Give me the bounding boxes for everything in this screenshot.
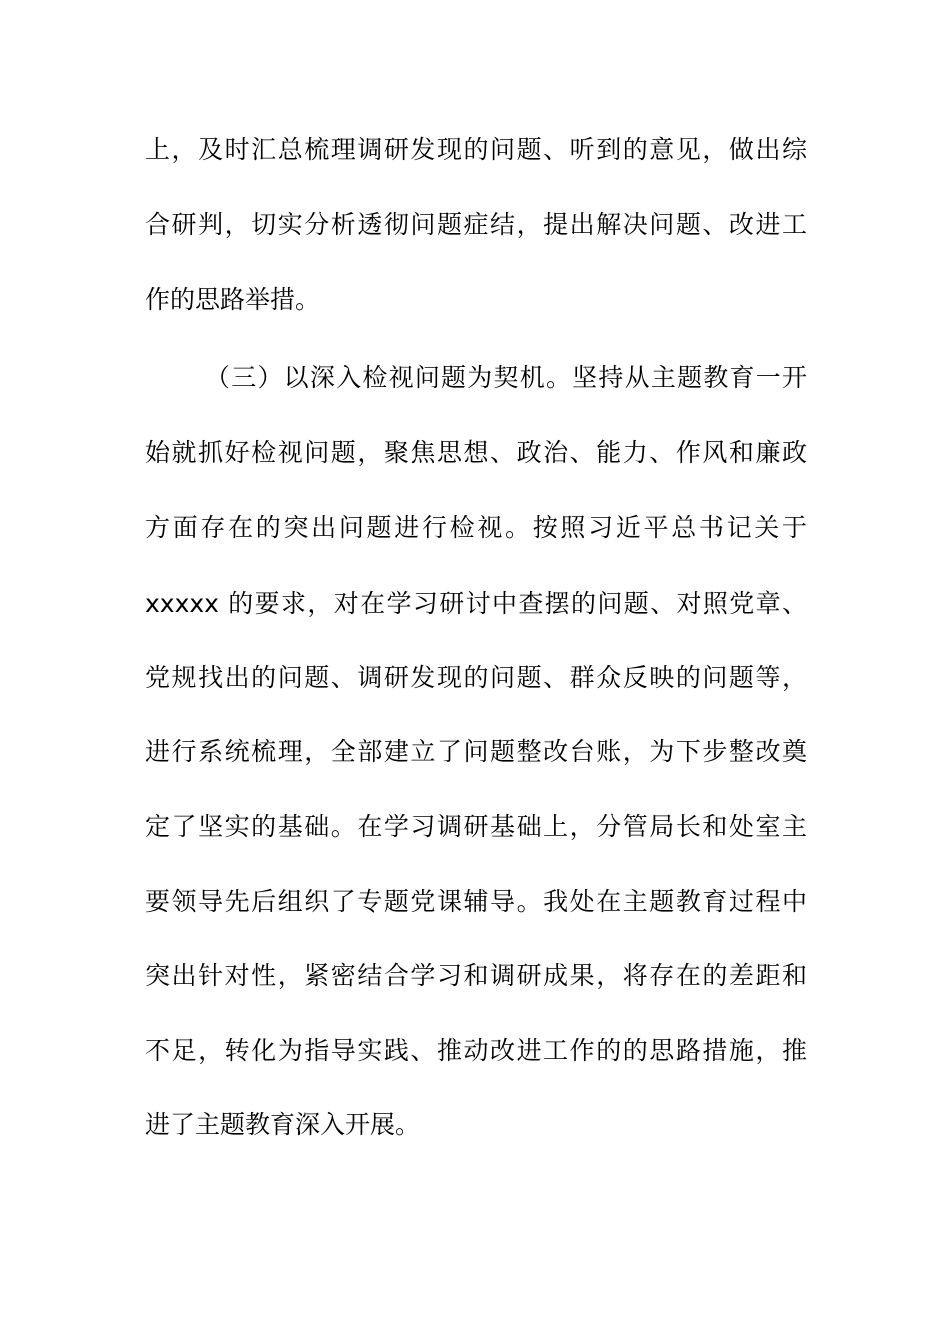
text-line: 突出针对性，紧密结合学习和调研成果，将存在的差距和 xyxy=(145,961,807,990)
text-line: 方面存在的突出问题进行检视。按照习近平总书记关于 xyxy=(145,513,807,542)
text-line: 不足，转化为指导实践、推动改进工作的的思路措施，推 xyxy=(145,1036,807,1065)
text-line: 进了主题教育深入开展。 xyxy=(145,1110,421,1139)
text-line: 合研判，切实分析透彻问题症结，提出解决问题、改进工 xyxy=(145,210,807,239)
text-line: 要领导先后组织了专题党课辅导。我处在主题教育过程中 xyxy=(145,887,807,916)
text-line: xxxxx 的要求，对在学习研讨中查摆的问题、对照党章、 xyxy=(145,589,807,618)
text-line: 作的思路举措。 xyxy=(145,285,321,314)
text-line: 党规找出的问题、调研发现的问题、群众反映的问题等， xyxy=(145,663,807,692)
text-line: 进行系统梳理，全部建立了问题整改台账，为下步整改奠 xyxy=(145,737,807,766)
text-line: 上，及时汇总梳理调研发现的问题、听到的意见，做出综 xyxy=(145,135,807,164)
text-line: 始就抓好检视问题，聚焦思想、政治、能力、作风和廉政 xyxy=(145,438,807,467)
text-line: 定了坚实的基础。在学习调研基础上，分管局长和处室主 xyxy=(145,812,807,841)
paragraph-heading-line: （三）以深入检视问题为契机。坚持从主题教育一开 xyxy=(205,363,807,392)
